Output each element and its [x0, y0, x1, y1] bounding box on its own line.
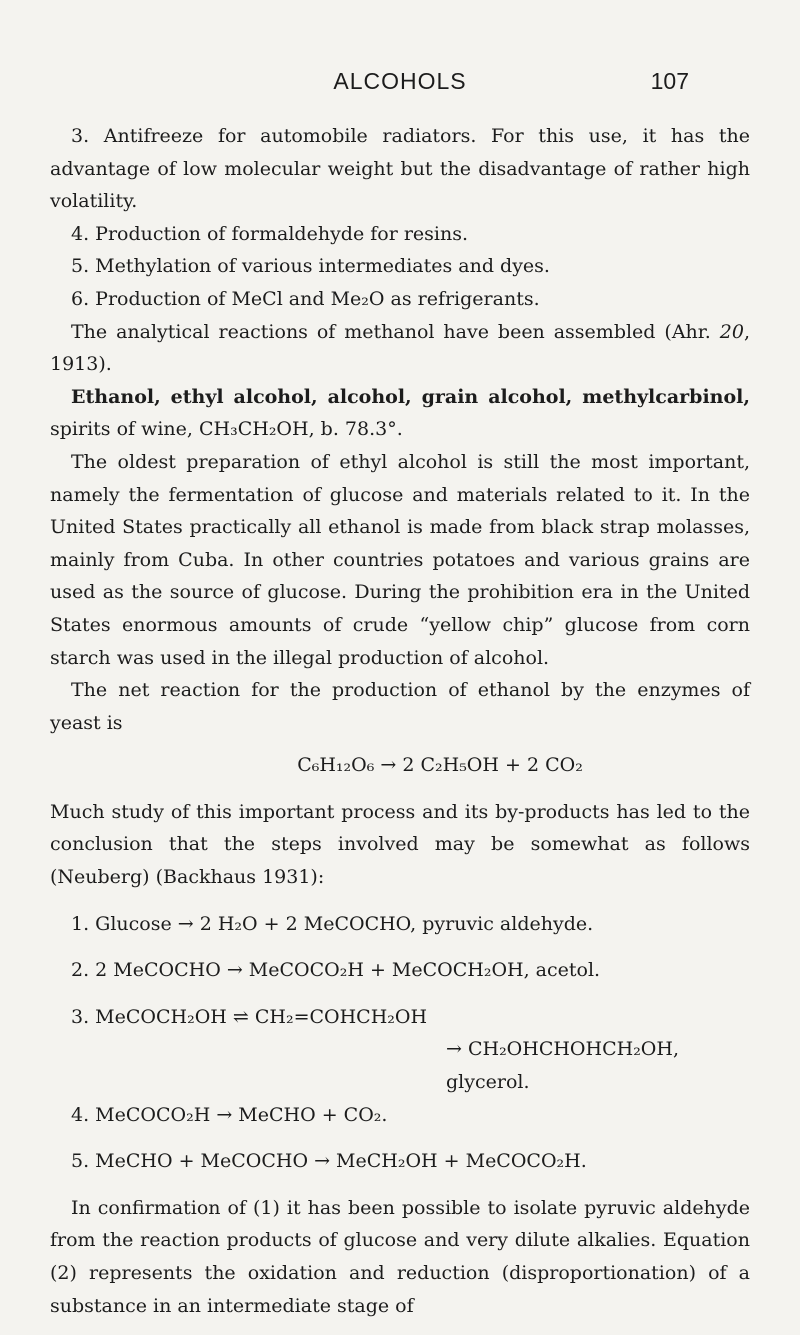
fermentation-equation: C₆H₁₂O₆ → 2 C₂H₅OH + 2 CO₂ [297, 754, 583, 777]
analytical-text-b: , 1913). [50, 320, 750, 376]
paragraph-formaldehyde: 4. Production of formaldehyde for resins. [71, 222, 469, 245]
paragraph-methylation: 5. Methylation of various intermediates and dyes. [71, 255, 550, 278]
paragraph-refrigerants: 6. Production of MeCl and Me₂O as refrigerants. [71, 287, 540, 310]
step-3-continued: → CH₂OHCHOHCH₂OH, glycerol. [446, 1038, 679, 1094]
paragraph-antifreeze: 3. Antifreeze for automobile radiators. For this use, it has the advantage of low molecular weight but the disadvantage of rather high volatility. [50, 125, 750, 213]
page-number: 107 [650, 68, 689, 94]
paragraph-analytical-reactions [50, 316, 750, 381]
paragraph-fermentation: The oldest preparation of ethyl alcohol is still the most important, namely the fermentation of glucose and materials related to it. In the United States practically all ethanol is made from black strap molasses, mainly from Cuba. In other countries potatoes and various grains are used as the source of glucose. During the prohibition era in the United States enormous amounts of crude “yellow chip” glucose from corn starch was used in the illegal production of alcohol. [50, 450, 750, 669]
paragraph-neuberg-steps: Much study of this important process and its by-products has led to the conclusion that the steps involved may be somewhat as follows (Neuberg) (Backhaus 1931): [50, 800, 750, 889]
step-3: 3. MeCOCH₂OH ⇌ CH₂=COHCH₂OH [71, 1005, 428, 1028]
step-4: 4. MeCOCO₂H → MeCHO + CO₂. [71, 1103, 388, 1126]
ethanol-synonyms: Ethanol, ethyl alcohol, alcohol, grain alcohol, methylcarbinol, [71, 385, 750, 408]
running-title: ALCOHOLS [333, 68, 467, 94]
running-header [0, 64, 800, 98]
page-body [50, 120, 750, 1322]
step-2: 2. 2 MeCOCHO → MeCOCO₂H + MeCOCH₂OH, acetol. [71, 959, 601, 982]
ethanol-properties: spirits of wine, CH₃CH₂OH, b. 78.3°. [50, 418, 403, 441]
step-5: 5. MeCHO + MeCOCHO → MeCH₂OH + MeCOCO₂H. [71, 1150, 587, 1173]
step-1: 1. Glucose → 2 H₂O + 2 MeCOCHO, pyruvic aldehyde. [71, 912, 594, 935]
paragraph-confirmation: In confirmation of (1) it has been possible to isolate pyruvic aldehyde from the reaction products of glucose and very dilute alkalies. Equation (2) represents the oxidation and reduction (disproportionation) of a substance in an intermediate stage of [50, 1196, 750, 1317]
reference-volume: 20 [719, 320, 744, 343]
analytical-text-a: The analytical reactions of methanol have been assembled (Ahr. [71, 320, 720, 343]
paragraph-ethanol-heading [50, 381, 750, 446]
paragraph-net-reaction: The net reaction for the production of ethanol by the enzymes of yeast is [50, 679, 750, 734]
